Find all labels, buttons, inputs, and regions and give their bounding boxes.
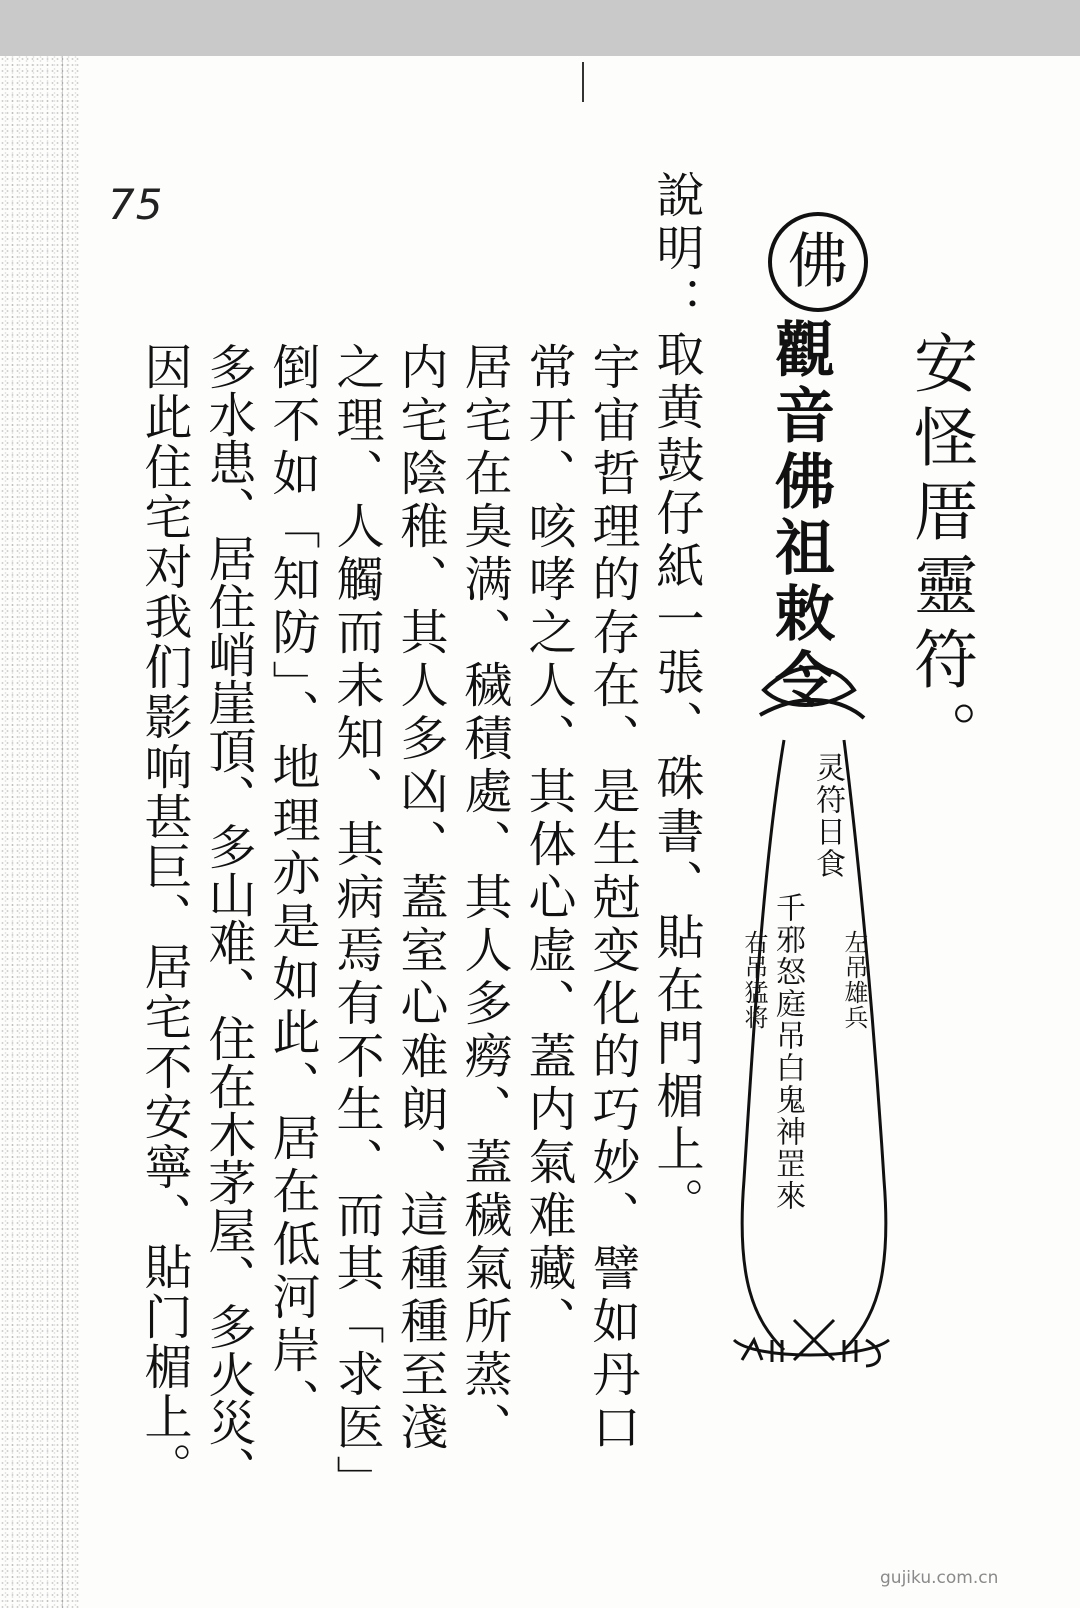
talisman-line-2: 千邪怒庭吊白鬼神罡來 bbox=[770, 892, 805, 1212]
body-column: 多水患、居住峭崖頂、多山难、住在木茅屋、多火災、 bbox=[200, 342, 256, 1494]
talisman-side-left: 左吊雄兵 bbox=[840, 930, 868, 1030]
body-column: 倒不如「知防」、地理亦是如此、居在低河岸、 bbox=[264, 342, 320, 1431]
talisman-line-1: 灵符日食 bbox=[810, 752, 845, 880]
fo-seal-mark: 佛 bbox=[768, 212, 868, 312]
body-column: 居宅在臭满、穢積處、其人多癆、蓋穢氣所蒸、 bbox=[456, 342, 512, 1455]
talisman-drawing bbox=[724, 660, 894, 1400]
fold-tick-mark bbox=[582, 62, 584, 102]
scan-edge-line bbox=[62, 56, 63, 1608]
body-column: 内宅陰稚、其人多凶、蓋室心难朗、這種種至淺 bbox=[392, 342, 448, 1455]
scan-edge-noise bbox=[0, 56, 80, 1608]
body-column: 常开、咳哮之人、其体心虚、蓋内氣难藏、 bbox=[520, 342, 576, 1349]
page-title: 安怪厝靈符。 bbox=[903, 330, 977, 774]
body-column: 說明：取黄鼓仔紙一張、硃書、貼在門楣上。 bbox=[648, 170, 704, 1230]
talisman-side-right: 右吊猛将 bbox=[740, 930, 768, 1030]
body-column: 宇宙哲理的存在、是生尅变化的巧妙、譬如丹口 bbox=[584, 342, 640, 1455]
page-number: 75 bbox=[108, 180, 164, 229]
body-column: 之理、人觸而未知、其病焉有不生、而其「求医」 bbox=[328, 342, 384, 1508]
talisman-heading: 觀音佛祖敕令 bbox=[765, 318, 835, 714]
body-column: 因此住宅对我们影响甚巨、居宅不安寧、貼门楣上。 bbox=[136, 342, 192, 1492]
top-bar bbox=[0, 0, 1080, 56]
site-watermark: gujiku.com.cn bbox=[880, 1568, 999, 1588]
